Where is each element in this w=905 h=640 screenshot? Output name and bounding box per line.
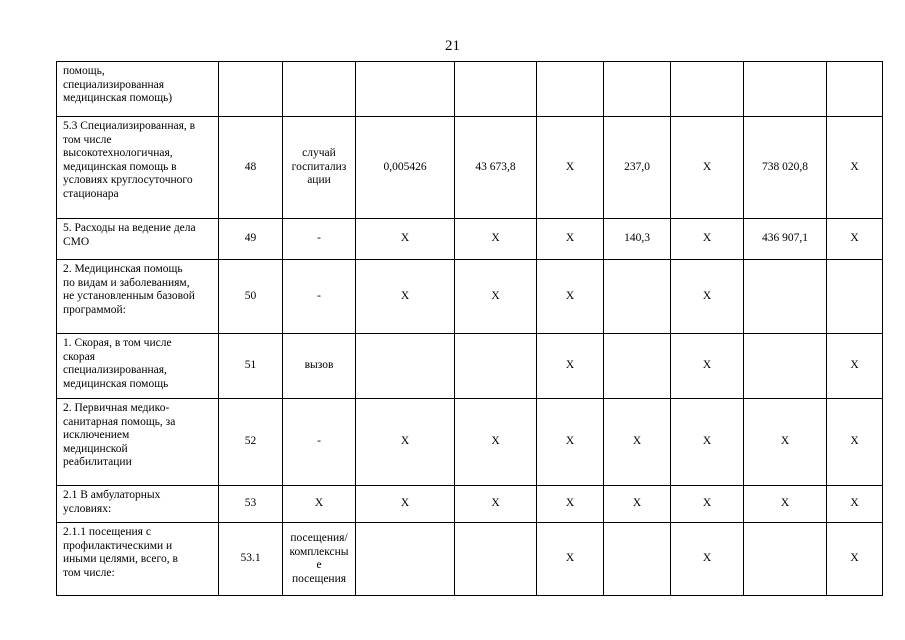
- value-cell-7: X: [827, 523, 883, 596]
- value-cell-7: X: [827, 399, 883, 486]
- line-number-cell: 51: [219, 334, 283, 399]
- value-cell-2: 43 673,8: [455, 117, 537, 219]
- value-cell-2: [455, 523, 537, 596]
- row-name-cell: 2.1.1 посещения с профилактическими и иными целями, всего, в том числе:: [57, 523, 219, 596]
- value-cell-4: [604, 334, 671, 399]
- value-cell-1: X: [356, 399, 455, 486]
- table-row: [57, 334, 883, 399]
- row-name-cell: 2. Медицинская помощь по видам и заболеваниям, не установленным базовой программой:: [57, 260, 219, 334]
- unit-cell: случай госпитализ ации: [283, 117, 356, 219]
- value-cell-1: X: [356, 486, 455, 523]
- value-cell-2: [455, 62, 537, 117]
- value-cell-7: [827, 260, 883, 334]
- value-cell-7: X: [827, 486, 883, 523]
- line-number-cell: 53.1: [219, 523, 283, 596]
- value-cell-4: X: [604, 399, 671, 486]
- line-number-cell: 48: [219, 117, 283, 219]
- value-cell-4: [604, 523, 671, 596]
- unit-cell: вызов: [283, 334, 356, 399]
- line-number-cell: 50: [219, 260, 283, 334]
- value-cell-5: X: [671, 523, 744, 596]
- value-cell-2: X: [455, 399, 537, 486]
- value-cell-3: X: [537, 399, 604, 486]
- value-cell-5: X: [671, 117, 744, 219]
- unit-cell: -: [283, 219, 356, 260]
- data-table: [56, 61, 883, 596]
- table-row: [57, 486, 883, 523]
- line-number-cell: 53: [219, 486, 283, 523]
- value-cell-7: X: [827, 117, 883, 219]
- value-cell-4: [604, 62, 671, 117]
- value-cell-1: 0,005426: [356, 117, 455, 219]
- value-cell-7: X: [827, 334, 883, 399]
- row-name-cell: помощь, специализированная медицинская помощь): [57, 62, 219, 117]
- table-body: [57, 62, 883, 596]
- table-row: [57, 117, 883, 219]
- value-cell-7: X: [827, 219, 883, 260]
- table-row: [57, 399, 883, 486]
- value-cell-2: X: [455, 486, 537, 523]
- line-number-cell: [219, 62, 283, 117]
- unit-cell: посещения/ комплексны е посещения: [283, 523, 356, 596]
- value-cell-5: X: [671, 334, 744, 399]
- value-cell-7: [827, 62, 883, 117]
- value-cell-5: X: [671, 260, 744, 334]
- value-cell-6: 738 020,8: [744, 117, 827, 219]
- row-name-cell: 5. Расходы на ведение дела СМО: [57, 219, 219, 260]
- value-cell-6: [744, 260, 827, 334]
- line-number-cell: 52: [219, 399, 283, 486]
- value-cell-5: X: [671, 399, 744, 486]
- line-number-cell: 49: [219, 219, 283, 260]
- value-cell-3: X: [537, 219, 604, 260]
- value-cell-5: [671, 62, 744, 117]
- value-cell-6: X: [744, 399, 827, 486]
- unit-cell: -: [283, 260, 356, 334]
- row-name-cell: 2.1 В амбулаторных условиях:: [57, 486, 219, 523]
- value-cell-6: [744, 62, 827, 117]
- value-cell-3: X: [537, 523, 604, 596]
- row-name-cell: 5.3 Специализированная, в том числе высокотехнологичная, медицинская помощь в условиях круглосуточного стационара: [57, 117, 219, 219]
- value-cell-4: 237,0: [604, 117, 671, 219]
- table-row: [57, 62, 883, 117]
- value-cell-3: X: [537, 117, 604, 219]
- value-cell-3: [537, 62, 604, 117]
- unit-cell: X: [283, 486, 356, 523]
- row-name-cell: 2. Первичная медико- санитарная помощь, за исключением медицинской реабилитации: [57, 399, 219, 486]
- value-cell-4: [604, 260, 671, 334]
- value-cell-2: X: [455, 260, 537, 334]
- page-number: 21: [445, 38, 460, 54]
- value-cell-2: [455, 334, 537, 399]
- value-cell-1: [356, 523, 455, 596]
- value-cell-2: X: [455, 219, 537, 260]
- value-cell-6: [744, 334, 827, 399]
- unit-cell: -: [283, 399, 356, 486]
- value-cell-1: [356, 62, 455, 117]
- row-name-cell: 1. Скорая, в том числе скорая специализированная, медицинская помощь: [57, 334, 219, 399]
- value-cell-5: X: [671, 219, 744, 260]
- value-cell-1: X: [356, 219, 455, 260]
- value-cell-6: [744, 523, 827, 596]
- value-cell-1: X: [356, 260, 455, 334]
- table-row: [57, 219, 883, 260]
- value-cell-6: 436 907,1: [744, 219, 827, 260]
- value-cell-1: [356, 334, 455, 399]
- value-cell-4: X: [604, 486, 671, 523]
- unit-cell: [283, 62, 356, 117]
- table-row: [57, 260, 883, 334]
- value-cell-6: X: [744, 486, 827, 523]
- value-cell-3: X: [537, 260, 604, 334]
- value-cell-4: 140,3: [604, 219, 671, 260]
- value-cell-5: X: [671, 486, 744, 523]
- table-row: [57, 523, 883, 596]
- value-cell-3: X: [537, 486, 604, 523]
- value-cell-3: X: [537, 334, 604, 399]
